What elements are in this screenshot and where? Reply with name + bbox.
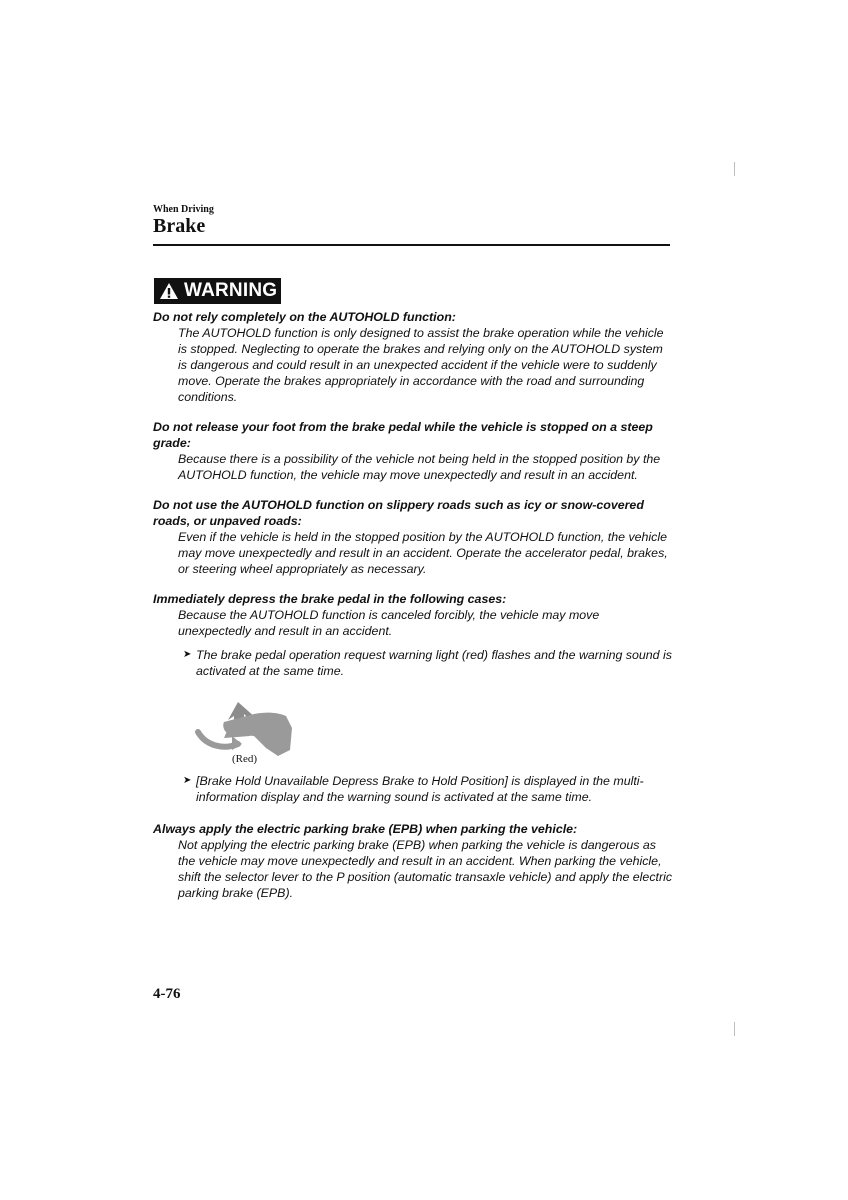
warning-heading: Do not rely completely on the AUTOHOLD function: <box>153 310 456 324</box>
warning-heading: Do not use the AUTOHOLD function on slippery roads such as icy or snow-covered roads, or unpaved roads: <box>153 498 644 528</box>
warning-body: The AUTOHOLD function is only designed to assist the brake operation while the vehicle is stopped. Neglecting to operate the brakes and relying only on the AUTOHOLD system is dangerous and could result in an unexpected accident if the vehicle were to suddenly move. Operate the brakes appropriately in accordance with the road and surrounding conditions. <box>178 326 664 404</box>
warning-body: Because the AUTOHOLD function is canceled forcibly, the vehicle may move unexpectedly and result in an accident. <box>178 608 600 638</box>
warning-heading: Always apply the electric parking brake (EPB) when parking the vehicle: <box>153 822 578 836</box>
arrowhead-bullet-icon: ➤ <box>183 649 192 660</box>
warning-label: WARNING <box>184 280 278 301</box>
section-label: When Driving <box>153 204 214 215</box>
warning-item-3 <box>153 497 673 577</box>
figure-caption: (Red) <box>232 753 258 765</box>
warning-badge <box>154 278 281 304</box>
warning-item-4 <box>153 591 673 679</box>
bullet-item <box>183 647 673 679</box>
warning-item-4-continued <box>153 773 673 805</box>
page-number: 4-76 <box>153 986 181 1002</box>
page-title: Brake <box>153 215 206 237</box>
warning-item-2 <box>153 419 673 483</box>
warning-item-1 <box>153 309 673 405</box>
arrowhead-bullet-icon: ➤ <box>183 775 192 786</box>
warning-triangle-icon <box>154 278 184 304</box>
bullet-item <box>183 773 673 805</box>
crop-mark-top <box>734 162 735 176</box>
bullet-text: The brake pedal operation request warning light (red) flashes and the warning sound is activated at the same time. <box>196 648 672 678</box>
warning-heading: Do not release your foot from the brake pedal while the vehicle is stopped on a steep grade: <box>153 420 653 450</box>
warning-body: Even if the vehicle is held in the stopped position by the AUTOHOLD function, the vehicle may move unexpectedly and result in an accident. Operate the accelerator pedal, brakes, or steering wheel appropriately as necessary. <box>178 530 668 576</box>
bullet-text: [Brake Hold Unavailable Depress Brake to Hold Position] is displayed in the multi-information display and the warning sound is activated at the same time. <box>196 774 644 804</box>
warning-body: Not applying the electric parking brake (EPB) when parking the vehicle is dangerous as the vehicle may move unexpectedly and result in an accident. When parking the vehicle, shift the selector lever to the P position (automatic transaxle vehicle) and apply the electric parking brake (EPB). <box>178 838 673 900</box>
warning-item-5 <box>153 821 673 901</box>
warning-body: Because there is a possibility of the vehicle not being held in the stopped position by the AUTOHOLD function, the vehicle may move unexpectedly and result in an accident. <box>178 452 661 482</box>
title-rule <box>153 244 670 246</box>
crop-mark-bottom <box>734 1022 735 1036</box>
warning-heading: Immediately depress the brake pedal in the following cases: <box>153 592 507 606</box>
